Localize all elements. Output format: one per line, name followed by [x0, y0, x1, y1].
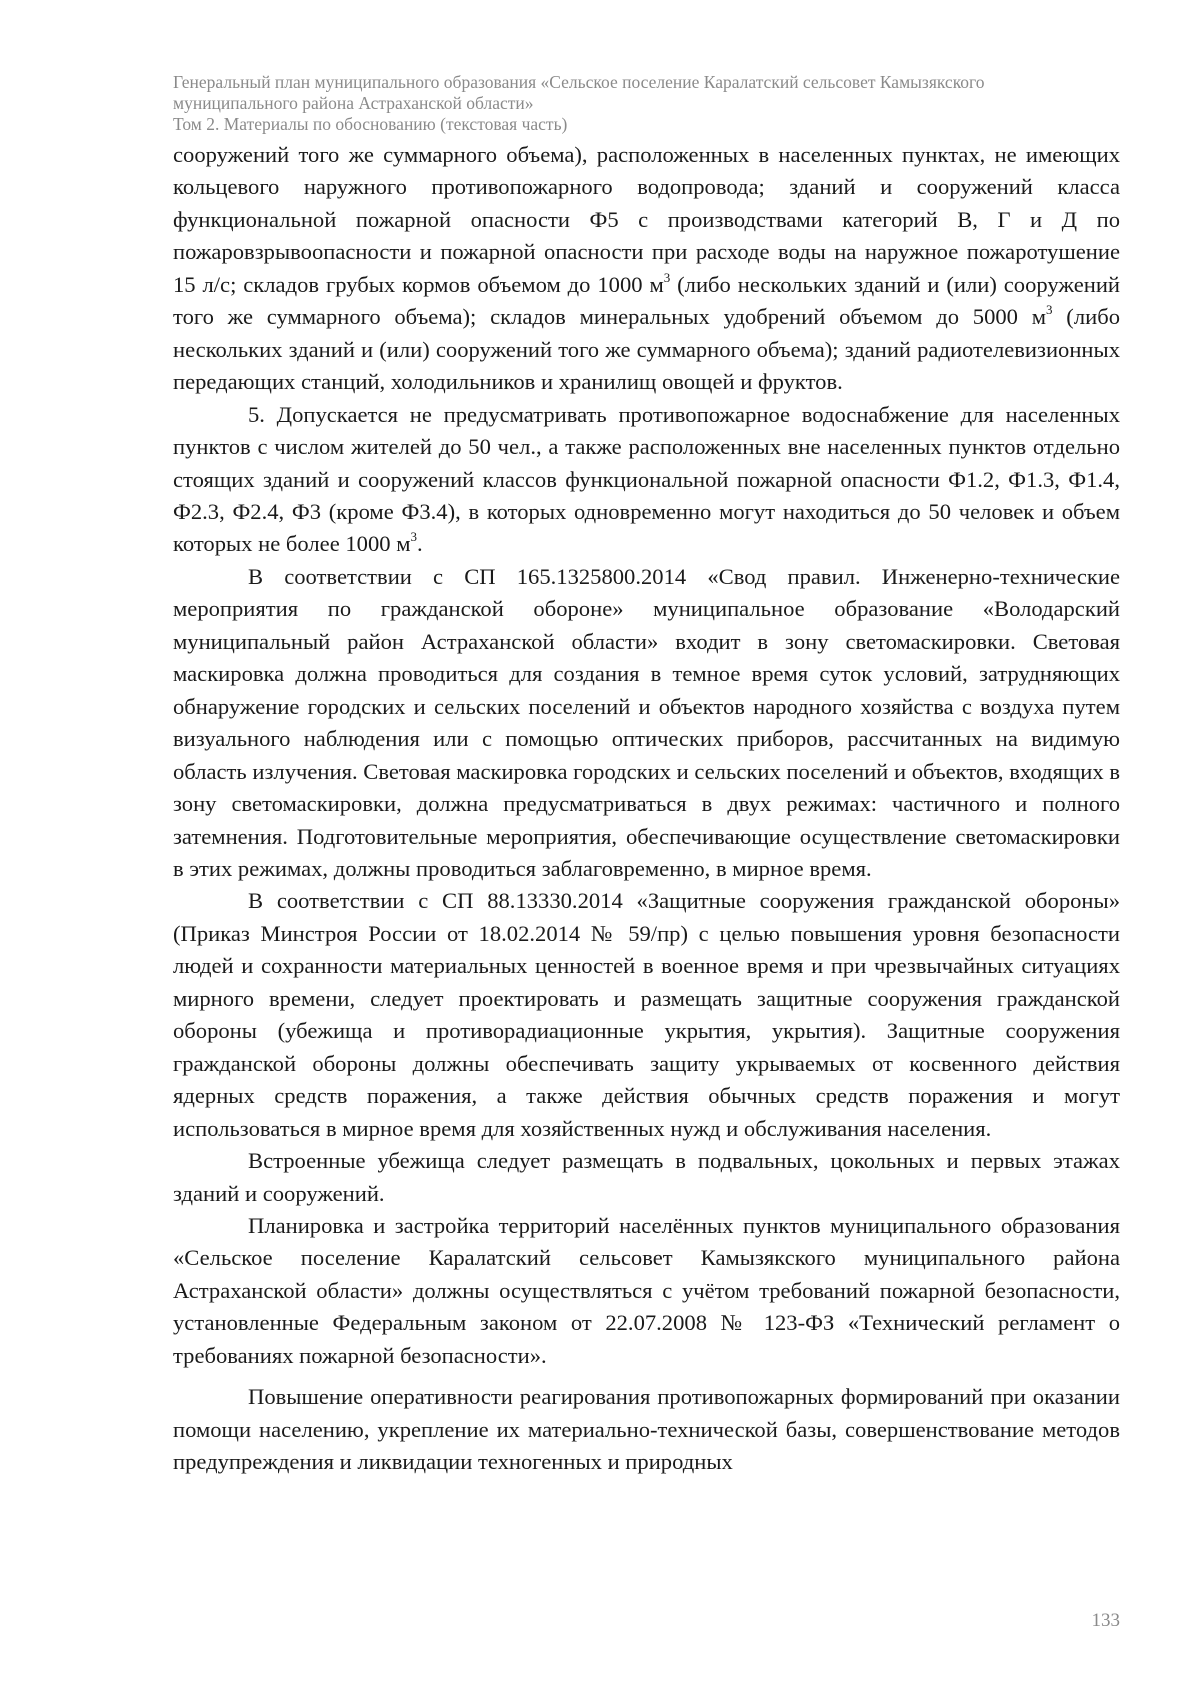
paragraph-1-continued — [173, 139, 1120, 399]
paragraph-4: В соответствии с СП 88.13330.2014 «Защитные сооружения гражданской обороны» (Приказ Минстроя России от 18.02.2014 № 59/пр) с целью повышения уровня безопасности людей и сохранности материальных ценностей в военное время и при чрезвычайных ситуациях мирного времени, следует проектировать и размещать защитные сооружения гражданской обороны (убежища и противорадиационные укрытия, укрытия). Защитные сооружения гражданской обороны должны обеспечивать защиту укрываемых от косвенного действия ядерных средств поражения, а также действия обычных средств поражения и могут использоваться в мирное время для хозяйственных нужд и обслуживания населения. — [173, 888, 1120, 1141]
document-body — [173, 139, 1120, 1479]
paragraph-3: В соответствии с СП 165.1325800.2014 «Свод правил. Инженерно-технические мероприятия по гражданской обороне» муниципальное образование «Володарский муниципальный район Астраханской области» входит в зону светомаскировки. Световая маскировка должна проводиться для создания в темное время суток условий, затрудняющих обнаружение городских и сельских поселений и объектов народного хозяйства с воздуха путем визуального наблюдения или с помощью оптических приборов, рассчитанных на видимую область излучения. Световая маскировка городских и сельских поселений и объектов, входящих в зону светомаскировки, должна предусматриваться в двух режимах: частичного и полного затемнения. Подготовительные мероприятия, обеспечивающие осуществление светомаскировки в этих режимах, должны проводиться заблаговременно, в мирное время. — [173, 563, 1120, 881]
header-line-2: муниципального района Астраханской области» — [173, 93, 534, 113]
page-header — [173, 72, 1133, 135]
paragraph-1-part-a: сооружений того же суммарного объема), расположенных в населенных пунктах, не имеющих кольцевого наружного противопожарного водопровода; зданий и сооружений класса функциональной пожарной опасности Ф5 с производствами категорий В, Г и Д по пожаровзрывоопасности и пожарной опасности при расходе воды на наружное пожаротушение 15 л/с; складов грубых кормов объемом до 1000 м — [173, 142, 1120, 297]
paragraph-2 — [173, 399, 1120, 561]
page-number: 133 — [1091, 1610, 1120, 1631]
header-line-1: Генеральный план муниципального образования «Сельское поселение Каралатский сельсовет Камызякского — [173, 72, 985, 92]
paragraph-6: Планировка и застройка территорий населённых пунктов муниципального образования «Сельское поселение Каралатский сельсовет Камызякского муниципального района Астраханской области» должны осуществляться с учётом требований пожарной безопасности, установленные Федеральным законом от 22.07.2008 № 123-ФЗ «Технический регламент о требованиях пожарной безопасности». — [173, 1212, 1120, 1368]
paragraph-2-part-a: 5. Допускается не предусматривать противопожарное водоснабжение для населенных пунктов с числом жителей до 50 чел., а также расположенных вне населенных пунктов отдельно стоящих зданий и сооружений классов функциональной пожарной опасности Ф1.2, Ф1.3, Ф1.4, Ф2.3, Ф2.4, Ф3 (кроме Ф3.4), в которых одновременно могут находиться до 50 человек и объем которых не более 1000 м — [173, 401, 1120, 557]
paragraph-5: Встроенные убежища следует размещать в подвальных, цокольных и первых этажах зданий и сооружений. — [173, 1148, 1120, 1206]
paragraph-1-part-b: (либо нескольких зданий и (или) сооружений того же суммарного объема); складов минеральных удобрений объемом до 5000 м — [173, 271, 1121, 330]
paragraph-1-part-c: (либо нескольких зданий и (или) сооружений того же суммарного объема); зданий радиотелевизионных передающих станций, холодильников и хранилищ овощей и фруктов. — [173, 304, 1120, 395]
superscript-1: 3 — [663, 269, 671, 285]
paragraph-2-part-b: . — [417, 531, 423, 557]
superscript-2: 3 — [1046, 302, 1053, 318]
header-line-3: Том 2. Материалы по обоснованию (текстовая часть) — [173, 114, 568, 134]
paragraph-7: Повышение оперативности реагирования противопожарных формирований при оказании помощи населению, укрепление их материально-технической базы, совершенствование методов предупреждения и ликвидации техногенных и природных — [173, 1384, 1120, 1475]
superscript-3: 3 — [410, 529, 417, 545]
